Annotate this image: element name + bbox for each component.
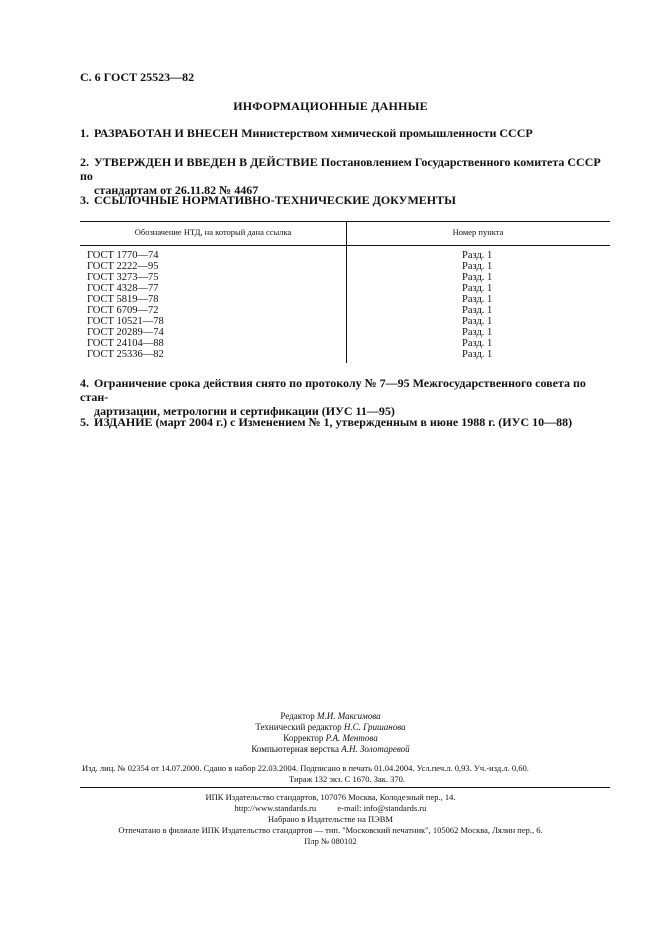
publisher-license: Плр № 080102 (304, 836, 357, 846)
info-item-2 (80, 155, 610, 197)
credit-name: А.Н. Золотаревой (341, 744, 410, 754)
table-cell-clause: Разд. 1 (462, 316, 493, 327)
item-number: 4. (80, 376, 89, 390)
item-number: 5. (80, 415, 89, 429)
table-column-clauses (462, 250, 492, 360)
table-column-documents (87, 250, 164, 360)
table-cell-clause: Разд. 1 (462, 294, 493, 305)
publisher-web: http://www.standards.ru e-mail: info@standards.ru (234, 803, 427, 813)
item-text: Постановлением Государственного комитета СССР по (80, 155, 601, 183)
credit-proofreader (0, 733, 661, 744)
credit-role: Технический редактор (255, 722, 342, 732)
credit-name: Н.С. Гришанова (343, 722, 406, 732)
publisher-printed: Отпечатано в филиале ИПК Издательство стандартов — тип. "Московский печатник", 105062 Москва, Лялин пер., 6. (118, 825, 543, 835)
item-text-continued: дартизации, метрологии и сертификации (ИУС 11—95) (94, 404, 395, 418)
imprint-line-2: Тираж 132 экз. С 1670. Зак. 370. (288, 774, 406, 784)
table-cell-clause: Разд. 1 (462, 349, 493, 360)
page-header: С. 6 ГОСТ 25523—82 (80, 70, 195, 84)
table-cell-clause: Разд. 1 (462, 305, 493, 316)
item-text-continued: стандартам от 26.11.82 № 4467 (94, 183, 259, 197)
credit-layout (0, 744, 661, 755)
table-top-rule (80, 221, 610, 222)
table-cell-clause: Разд. 1 (462, 272, 493, 283)
item-text: Министерством химической промышленности СССР (238, 126, 533, 140)
table-cell-document: ГОСТ 20289—74 (87, 327, 164, 338)
credit-tech-editor (0, 722, 661, 733)
table-cell-document: ГОСТ 25336—82 (87, 349, 164, 360)
print-imprint (82, 763, 612, 785)
credit-name: М.И. Максимова (317, 711, 381, 721)
item-lead: ИЗДАНИЕ (94, 415, 153, 429)
credit-editor (0, 711, 661, 722)
table-cell-document: ГОСТ 4328—77 (87, 283, 159, 294)
table-cell-document: ГОСТ 5819—78 (87, 294, 159, 305)
publisher-block (0, 792, 661, 847)
divider (80, 787, 610, 788)
info-item-5 (80, 415, 610, 429)
imprint-line-1: Изд. лиц. № 02354 от 14.07.2000. Сдано в набор 22.03.2004. Подписано в печать 01.04.2004. Усл.печ.л. 0,93. Уч.-изд.л. 0,60. (82, 763, 529, 773)
table-cell-clause: Разд. 1 (462, 327, 493, 338)
table-cell-document: ГОСТ 2222—95 (87, 261, 159, 272)
info-item-3 (80, 193, 610, 207)
item-number: 1. (80, 126, 89, 140)
editorial-credits (0, 711, 661, 755)
info-item-1 (80, 126, 610, 140)
table-cell-clause: Разд. 1 (462, 261, 493, 272)
table-column-divider (346, 221, 347, 363)
item-lead: РАЗРАБОТАН И ВНЕСЕН (94, 126, 239, 140)
item-text: (март 2004 г.) с Изменением № 1, утвержденным в июне 1988 г. (ИУС 10—88) (152, 415, 573, 429)
item-number: 2. (80, 155, 89, 169)
table-cell-document: ГОСТ 24104—88 (87, 338, 164, 349)
table-cell-clause: Разд. 1 (462, 283, 493, 294)
publisher-typeset: Набрано в Издательстве на ПЭВМ (268, 814, 393, 824)
item-lead: ССЫЛОЧНЫЕ НОРМАТИВНО-ТЕХНИЧЕСКИЕ ДОКУМЕНТЫ (94, 193, 456, 207)
credit-role: Корректор (283, 733, 324, 743)
table-header-clause: Номер пункта (452, 227, 504, 237)
info-item-4 (80, 376, 610, 418)
table-cell-document: ГОСТ 10521—78 (87, 316, 164, 327)
table-cell-document: ГОСТ 6709—72 (87, 305, 159, 316)
table-cell-clause: Разд. 1 (462, 250, 493, 261)
credit-role: Компьютерная верстка (251, 744, 339, 754)
table-cell-clause: Разд. 1 (462, 338, 493, 349)
section-title: ИНФОРМАЦИОННЫЕ ДАННЫЕ (233, 99, 428, 113)
item-lead: УТВЕРЖДЕН И ВВЕДЕН В ДЕЙСТВИЕ (94, 155, 318, 169)
item-number: 3. (80, 193, 89, 207)
credit-role: Редактор (280, 711, 315, 721)
item-text: Ограничение срока действия снято по протоколу № 7—95 Межгосударственного совета по стан- (80, 376, 586, 404)
table-header-rule (80, 245, 610, 246)
table-cell-document: ГОСТ 3273—75 (87, 272, 159, 283)
credit-name: Р.А. Ментова (325, 733, 378, 743)
table-cell-document: ГОСТ 1770—74 (87, 250, 159, 261)
publisher-address: ИПК Издательство стандартов, 107076 Москва, Колодезный пер., 14. (205, 792, 456, 802)
table-header-document: Обозначение НТД, на который дана ссылка (134, 227, 292, 237)
